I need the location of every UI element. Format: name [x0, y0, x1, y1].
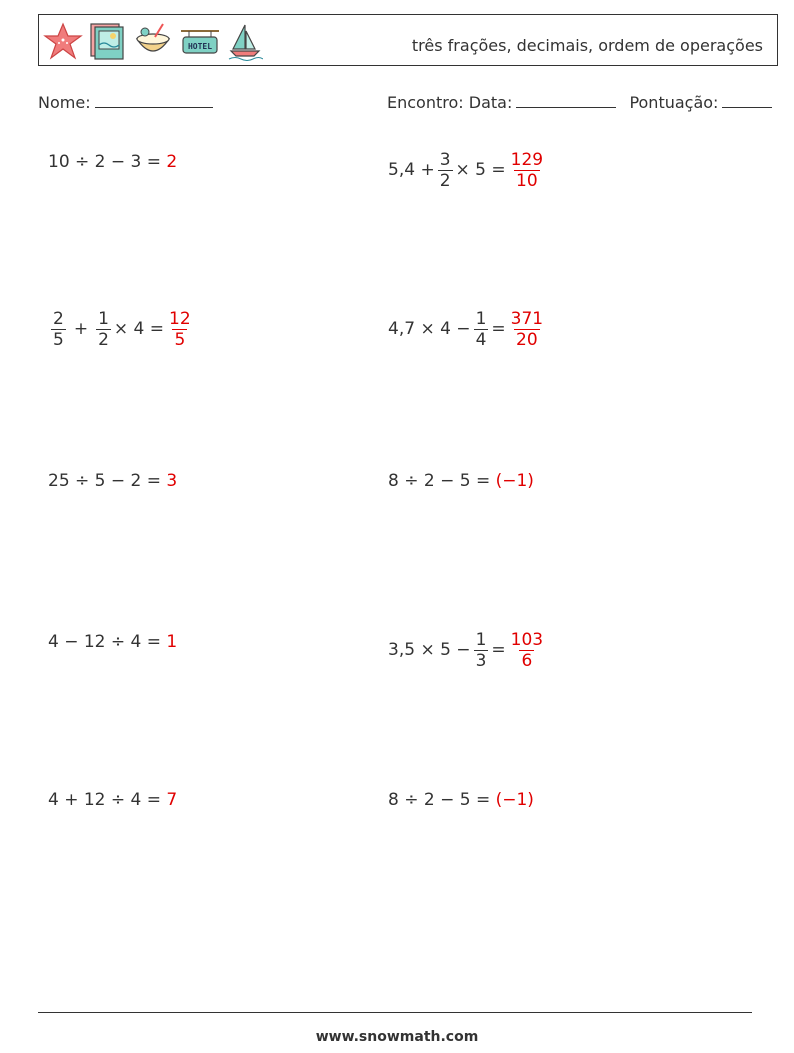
fraction	[438, 150, 453, 191]
denominator: 5	[53, 329, 64, 350]
problem-2	[388, 140, 548, 200]
score-label: Pontuação:	[629, 93, 719, 112]
problem-expression: 4 − 12 ÷ 4 =	[48, 632, 162, 652]
answer-fraction	[167, 309, 193, 350]
score-blank[interactable]	[722, 93, 772, 108]
hotel-sign-icon	[179, 21, 221, 61]
worksheet-header	[38, 14, 778, 66]
problem-expression: 8 ÷ 2 − 5 =	[388, 471, 491, 491]
answer-fraction	[509, 150, 545, 191]
problem-answer: (−1)	[495, 471, 534, 491]
coconut-drink-icon	[133, 21, 173, 61]
denominator: 2	[98, 329, 109, 350]
name-blank[interactable]	[95, 93, 213, 108]
numerator: 3	[439, 149, 451, 170]
problem-expression: 4,7 × 4 −	[388, 319, 471, 339]
denominator: 3	[475, 650, 487, 671]
numerator: 1	[475, 629, 487, 650]
problem-4	[388, 299, 548, 359]
problem-expression: =	[491, 319, 506, 339]
sailboat-icon	[227, 21, 263, 61]
denominator: 2	[439, 170, 451, 191]
problem-6	[388, 451, 534, 511]
problem-8	[388, 620, 548, 680]
problem-expression: 3,5 × 5 −	[388, 640, 471, 660]
fraction	[51, 309, 66, 350]
numerator: 1	[475, 308, 487, 329]
header-icons	[43, 21, 263, 61]
answer-fraction	[509, 630, 545, 671]
problem-expression: 4 + 12 ÷ 4 =	[48, 790, 162, 810]
numerator: 371	[510, 308, 544, 329]
fraction	[474, 630, 489, 671]
problem-1	[48, 132, 177, 192]
numerator: 103	[510, 629, 544, 650]
numerator: 129	[510, 149, 544, 170]
problem-7	[48, 612, 177, 672]
photo-frame-icon	[89, 21, 127, 61]
problem-expression: × 5 =	[455, 160, 506, 180]
footer-url[interactable]: www.snowmath.com	[315, 1029, 479, 1045]
problem-expression: 10 ÷ 2 − 3 =	[48, 152, 162, 172]
worksheet-title: três frações, decimais, ordem de operações	[411, 36, 763, 55]
name-field	[38, 93, 213, 112]
problem-expression: 8 ÷ 2 − 5 =	[388, 790, 491, 810]
problem-expression: 25 ÷ 5 − 2 =	[48, 471, 162, 491]
date-blank[interactable]	[516, 93, 616, 108]
problem-3	[48, 299, 196, 359]
numerator: 1	[98, 308, 109, 329]
problem-answer: (−1)	[495, 790, 534, 810]
denominator: 10	[516, 170, 538, 191]
starfish-icon	[43, 21, 83, 61]
problem-answer: 3	[166, 471, 178, 491]
problem-5	[48, 451, 177, 511]
problem-expression: × 4 =	[113, 319, 165, 339]
operator: +	[73, 319, 89, 339]
problem-expression: 5,4 +	[388, 160, 435, 180]
denominator: 4	[475, 329, 487, 350]
svg-text:HOTEL: HOTEL	[187, 42, 213, 51]
numerator: 12	[169, 308, 191, 329]
denominator: 6	[521, 650, 533, 671]
problem-answer: 2	[166, 152, 178, 172]
meeting-label: Encontro: Data:	[387, 93, 513, 112]
meeting-field	[387, 93, 772, 112]
answer-fraction	[509, 309, 545, 350]
problem-10	[388, 770, 534, 830]
fraction	[474, 309, 489, 350]
problem-expression: =	[491, 640, 506, 660]
problem-answer: 7	[166, 790, 178, 810]
problem-answer: 1	[166, 632, 178, 652]
name-label: Nome:	[38, 93, 91, 112]
numerator: 2	[53, 308, 64, 329]
fraction	[96, 309, 111, 350]
denominator: 20	[516, 329, 538, 350]
denominator: 5	[174, 329, 186, 350]
problem-9	[48, 770, 177, 830]
footer-divider	[38, 1012, 752, 1013]
